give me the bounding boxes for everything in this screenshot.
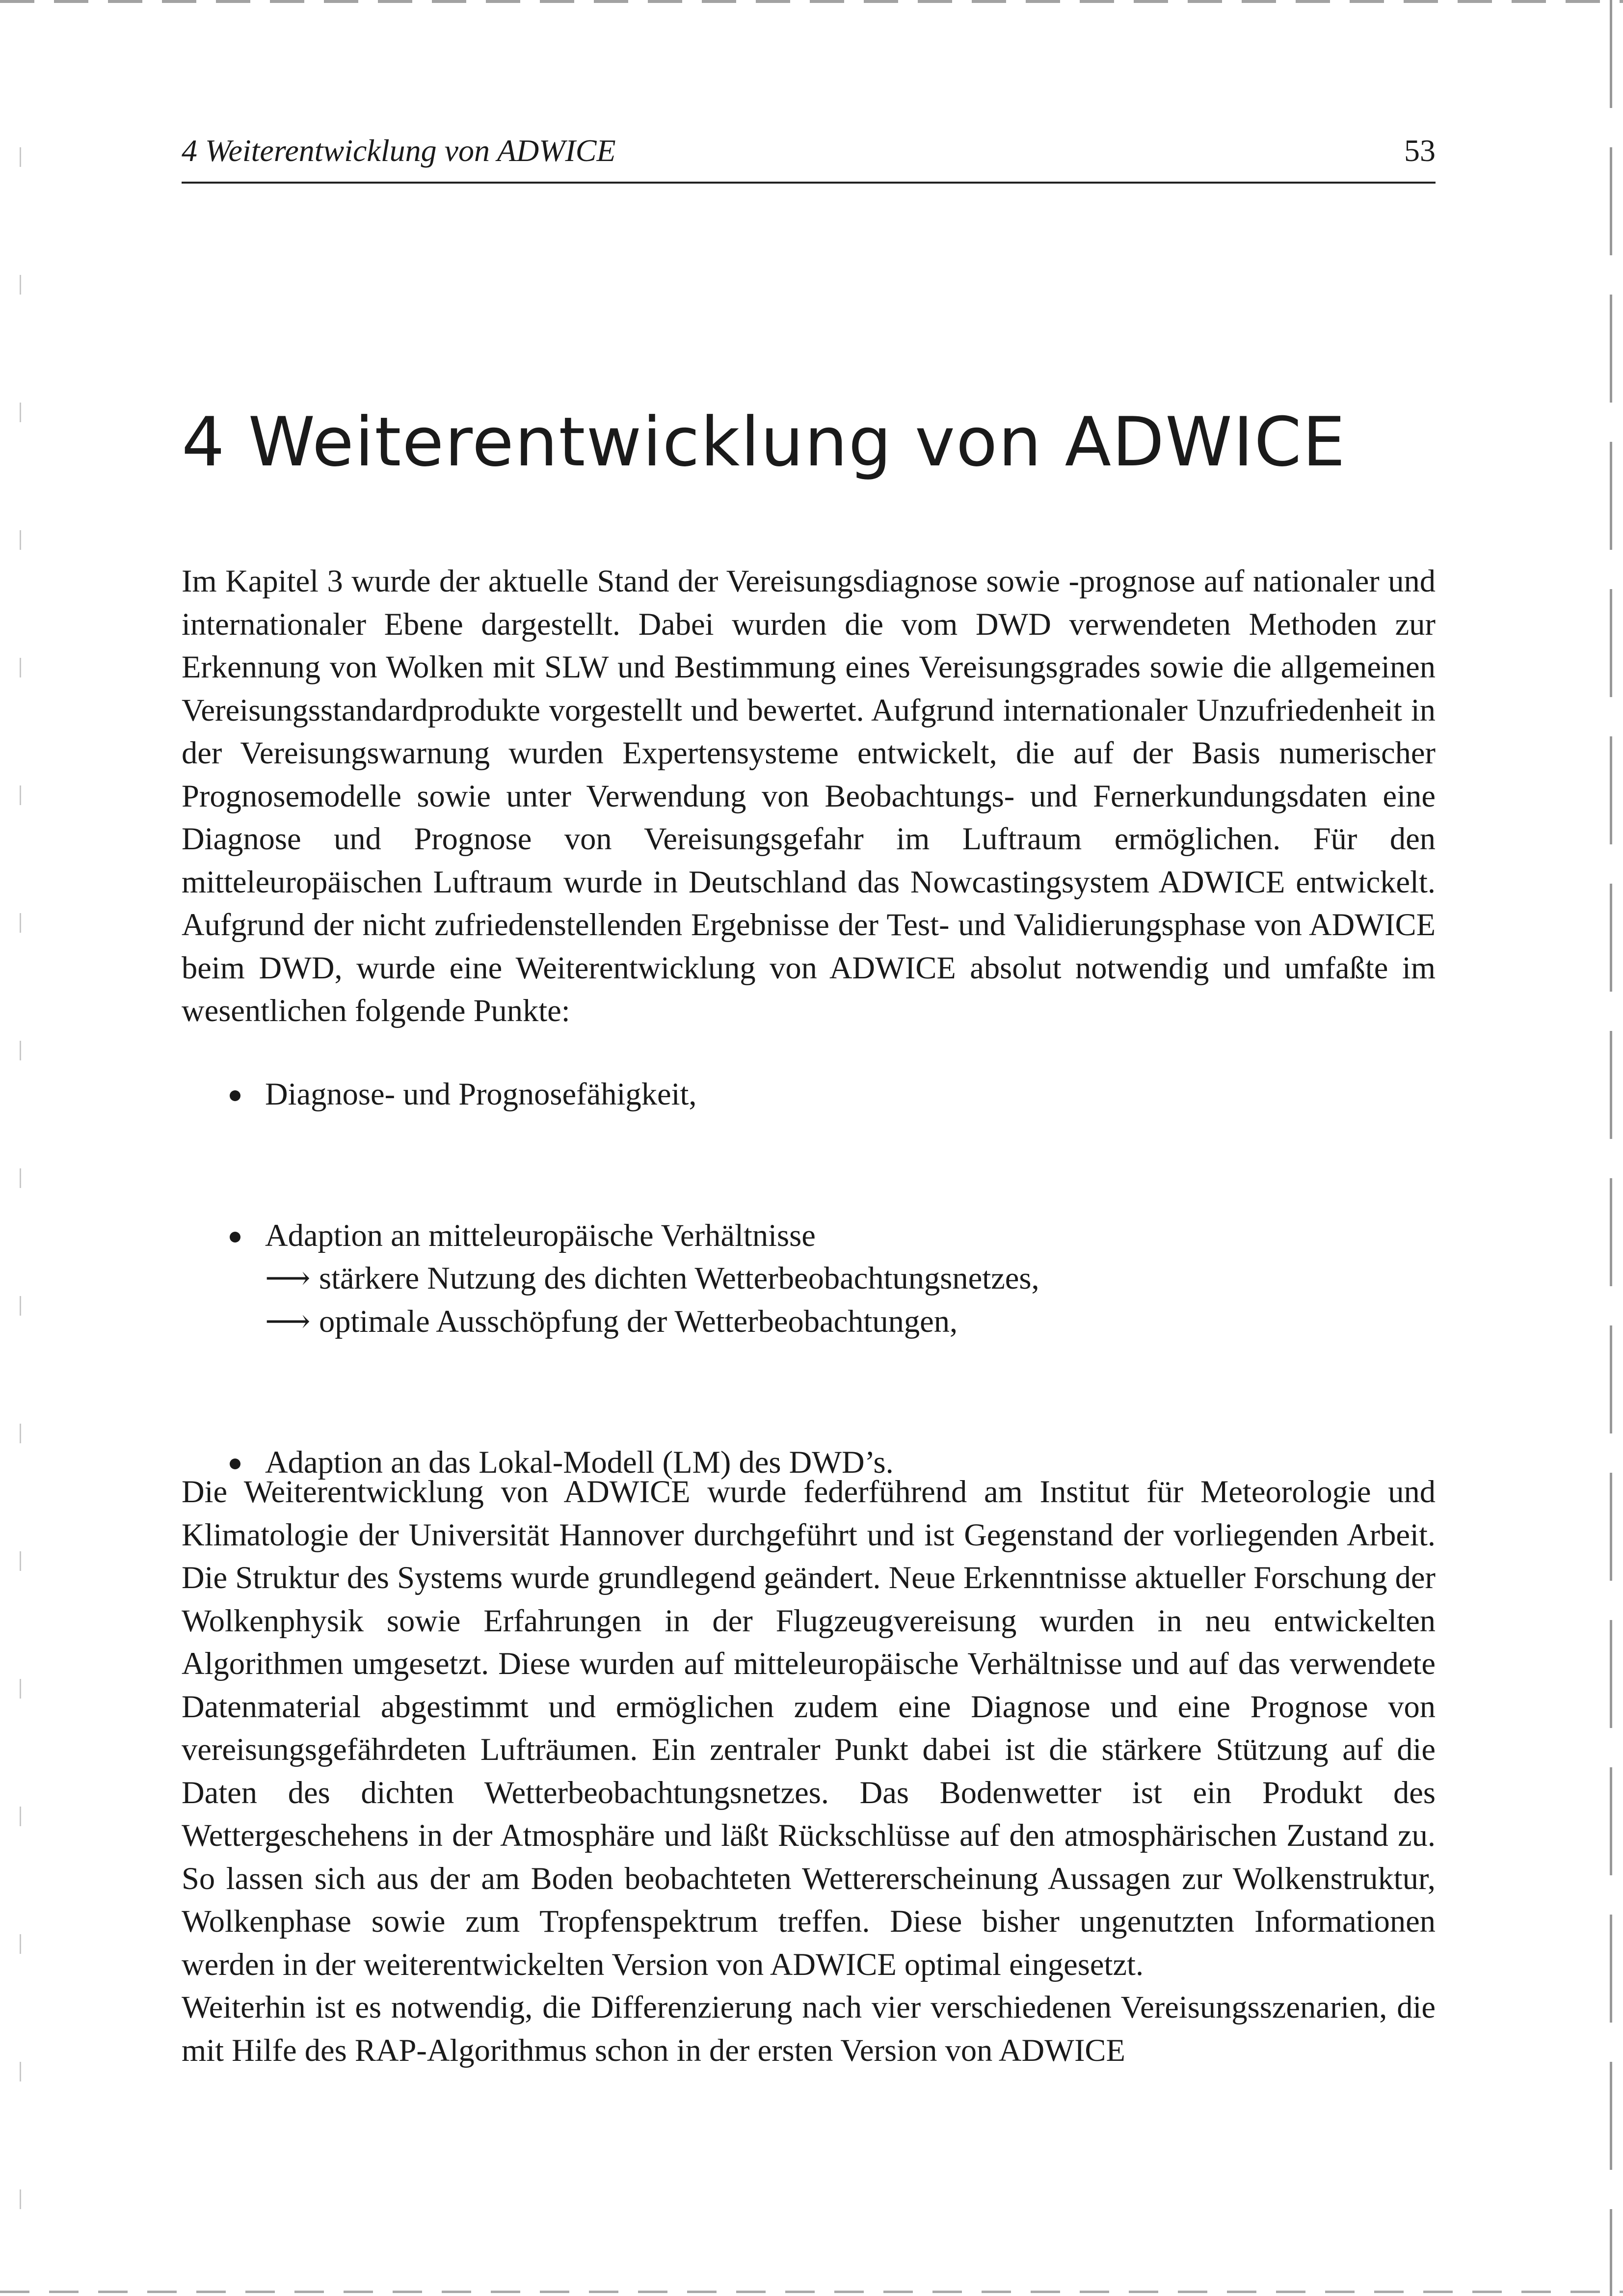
list-sub-item	[265, 1257, 1404, 1300]
list-item-text: Adaption an mitteleuropäische Verhältnisse	[265, 1217, 816, 1253]
paragraph-block	[182, 1470, 1436, 2072]
list-item-text: Diagnose- und Prognosefähigkeit,	[265, 1077, 697, 1111]
arrow-icon: ⟶	[265, 1303, 311, 1339]
list-item	[226, 1073, 1404, 1116]
running-title: 4 Weiterentwicklung von ADWICE	[182, 133, 616, 168]
list-sub-item	[265, 1300, 1404, 1343]
running-header	[182, 133, 1436, 184]
list-sub-item-text: stärkere Nutzung des dichten Wetterbeobachtungsnetzes,	[319, 1261, 1039, 1296]
list-sub-item-text: optimale Ausschöpfung der Wetterbeobachtungen,	[319, 1303, 958, 1339]
scan-edge-right	[1610, 0, 1612, 2296]
paragraph-continuation: Weiterhin ist es notwendig, die Differenzierung nach vier verschiedenen Vereisungsszenarien, die mit Hilfe des RAP-Algorithmus schon in der ersten Version von ADWICE	[182, 1990, 1436, 2068]
paragraph-development: Die Weiterentwicklung von ADWICE wurde federführend am Institut für Meteorologie und Klimatologie der Universität Hannover durchgeführt und ist Gegenstand der vorliegenden Arbeit. Die Struktur des Systems wurde grundlegend geändert. Neue Erkenntnisse aktueller Forschung der Wolkenphysik sowie Erfahrungen in der Flugzeugvereisung wurden in neu entwickelten Algorithmen umgesetzt. Diese wurden auf mitteleuropäische Verhältnisse und auf das verwendete Datenmaterial abgestimmt und ermöglichen zudem eine Diagnose und eine Prognose von vereisungsgefährdeten Lufträumen. Ein zentraler Punkt dabei ist die stärkere Stützung auf die Daten des dichten Wetterbeobachtungsnetzes. Das Bodenwetter ist ein Produkt des Wettergeschehens in der Atmosphäre und läßt Rückschlüsse auf den atmosphärischen Zustand zu. So lassen sich aus der am Boden beobachteten Wettererscheinung Aussagen zur Wolkenstruktur, Wolkenphase sowie zum Tropfenspektrum treffen. Diese bisher ungenutzten Informationen werden in der weiterentwickelten Version von ADWICE optimal eingesetzt.	[182, 1474, 1436, 1982]
scan-edge-bottom	[0, 2291, 1623, 2293]
paragraph-intro: Im Kapitel 3 wurde der aktuelle Stand der Vereisungsdiagnose sowie -prognose auf nationaler und internationaler Ebene dargestellt. Dabei wurden die vom DWD verwendeten Methoden zur Erkennung von Wolken mit SLW und Bestimmung eines Vereisungsgrades sowie die allgemeinen Vereisungsstandardprodukte vorgestellt und bewertet. Aufgrund internationaler Unzufriedenheit in der Vereisungswarnung wurden Expertensysteme entwickelt, die auf der Basis numerischer Prognosemodelle sowie unter Verwendung von Beobachtungs- und Fernerkundungsdaten eine Diagnose und Prognose von Vereisungsgefahr im Luftraum ermöglichen. Für den mitteleuropäischen Luftraum wurde in Deutschland das Nowcastingsystem ADWICE entwickelt. Aufgrund der nicht zufriedenstellenden Ergebnisse der Test- und Validierungsphase von ADWICE beim DWD, wurde eine Weiterentwicklung von ADWICE absolut notwendig und umfaßte im wesentlichen folgende Punkte:	[182, 564, 1436, 1028]
list-item	[226, 1214, 1404, 1343]
page-number: 53	[1404, 133, 1436, 168]
scan-edge-top	[0, 0, 1623, 3]
scan-edge-left	[20, 147, 21, 2258]
list-item-text: Adaption an das Lokal-Modell (LM) des DWD’s.	[265, 1445, 894, 1480]
chapter-title: 4 Weiterentwicklung von ADWICE	[182, 403, 1346, 482]
arrow-icon: ⟶	[265, 1261, 311, 1296]
